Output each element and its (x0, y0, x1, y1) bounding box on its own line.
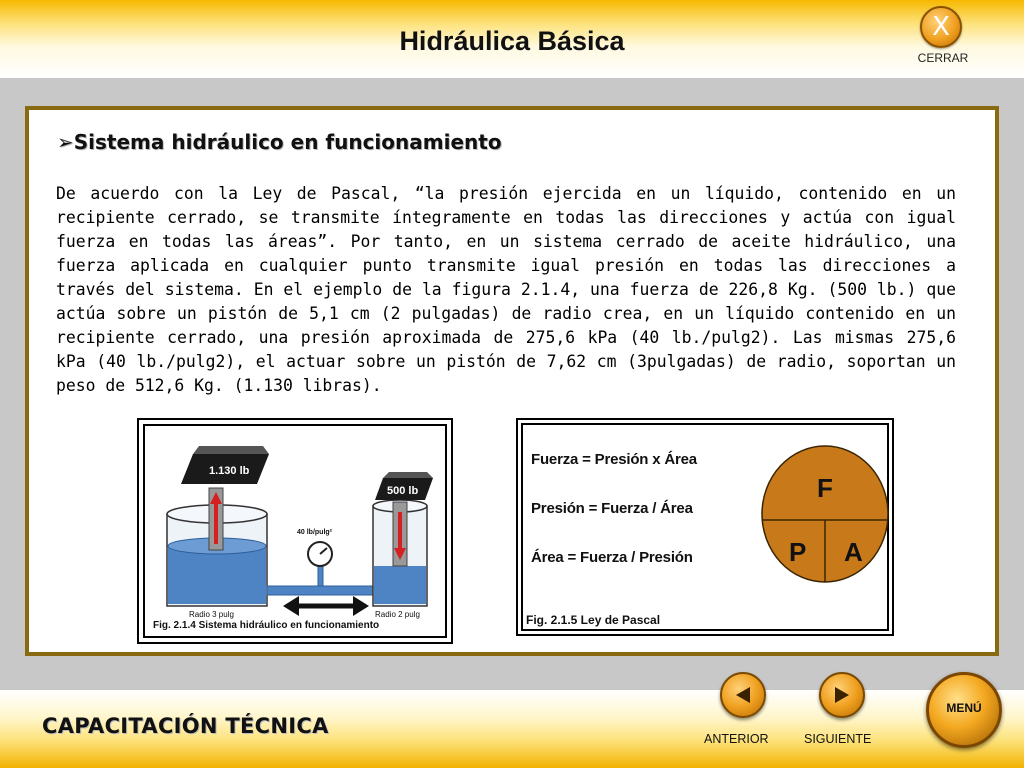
small-weight-label: 500 lb (387, 485, 419, 497)
big-weight-top (193, 446, 269, 454)
figure1-caption: Fig. 2.1.4 Sistema hidráulico en funcionamiento (153, 620, 380, 631)
close-button[interactable] (920, 6, 962, 48)
page-title: Hidráulica Básica (399, 26, 625, 56)
close-icon: X (932, 12, 950, 42)
formula-pressure: Presión = Fuerza / Área (531, 500, 693, 517)
double-arrow-left-head (283, 596, 299, 616)
pascal-circle-diagram (755, 439, 895, 589)
pascal-letter-a: A (844, 537, 863, 567)
double-arrow-right-head (353, 596, 369, 616)
brand-title: CAPACITACIÓN TÉCNICA (42, 714, 329, 738)
figure-pascal-law (516, 418, 894, 636)
left-radius-label: Radio 3 pulg (189, 610, 234, 619)
connecting-pipe (267, 586, 377, 595)
section-heading-text: Sistema hidráulico en funcionamiento (73, 130, 502, 154)
menu-label: MENÚ (946, 701, 982, 715)
right-liquid (374, 566, 426, 604)
figure-hydraulic-frame (143, 424, 447, 638)
formula-area: Área = Fuerza / Presión (531, 549, 693, 566)
left-liquid (168, 546, 266, 604)
next-label[interactable]: SIGUIENTE (804, 732, 872, 746)
section-heading (57, 130, 502, 154)
left-force-arrow-shaft (214, 500, 218, 544)
arrow-bullet-icon: ➢ (57, 130, 74, 154)
next-button[interactable] (819, 672, 865, 718)
small-weight-top (383, 472, 433, 478)
hydraulic-diagram (145, 426, 445, 636)
pascal-letter-p: P (789, 537, 807, 567)
figure-pascal-frame (521, 423, 889, 631)
formula-force: Fuerza = Presión x Área (531, 451, 697, 468)
play-right-icon (831, 684, 853, 706)
previous-label[interactable]: ANTERIOR (704, 732, 769, 746)
gauge-label: 40 lb/pulg² (297, 529, 332, 536)
pascal-letter-f: F (817, 473, 833, 503)
body-paragraph: De acuerdo con la Ley de Pascal, “la presión ejercida en un líquido, contenido en un recipiente cerrado, se transmite íntegramente en todas las direcciones y actúa con igual fuerza en todas las áreas”. Por tanto, en un sistema cerrado de aceite hidráulico, una fuerza aplicada en cualquier punto transmite igual presión en todas las direcciones a través del sistema. En el ejemplo de la figura 2.1.4, una fuerza de 226,8 Kg. (500 lb.) que actúa sobre un pistón de 5,1 cm (2 pulgadas) de radio crea, en un líquido contenido en un recipiente cerrado, una presión aproximada de 275,6 kPa (40 lb./pulg2). Las mismas 275,6 kPa (40 lb./pulg2), el actuar sobre un pistón de 7,62 cm (3pulgadas) de radio, soportan un peso de 512,6 Kg. (1.130 libras). (56, 184, 956, 395)
right-radius-label: Radio 2 pulg (375, 610, 420, 619)
big-weight-label: 1.130 lb (209, 465, 250, 477)
play-left-icon (732, 684, 754, 706)
close-label[interactable]: CERRAR (917, 51, 969, 65)
right-force-arrow-shaft (398, 512, 402, 552)
figure2-caption: Fig. 2.1.5 Ley de Pascal (526, 613, 661, 627)
menu-button[interactable] (926, 672, 1002, 748)
figure-hydraulic-system (137, 418, 453, 644)
previous-button[interactable] (720, 672, 766, 718)
content-panel (25, 106, 999, 656)
